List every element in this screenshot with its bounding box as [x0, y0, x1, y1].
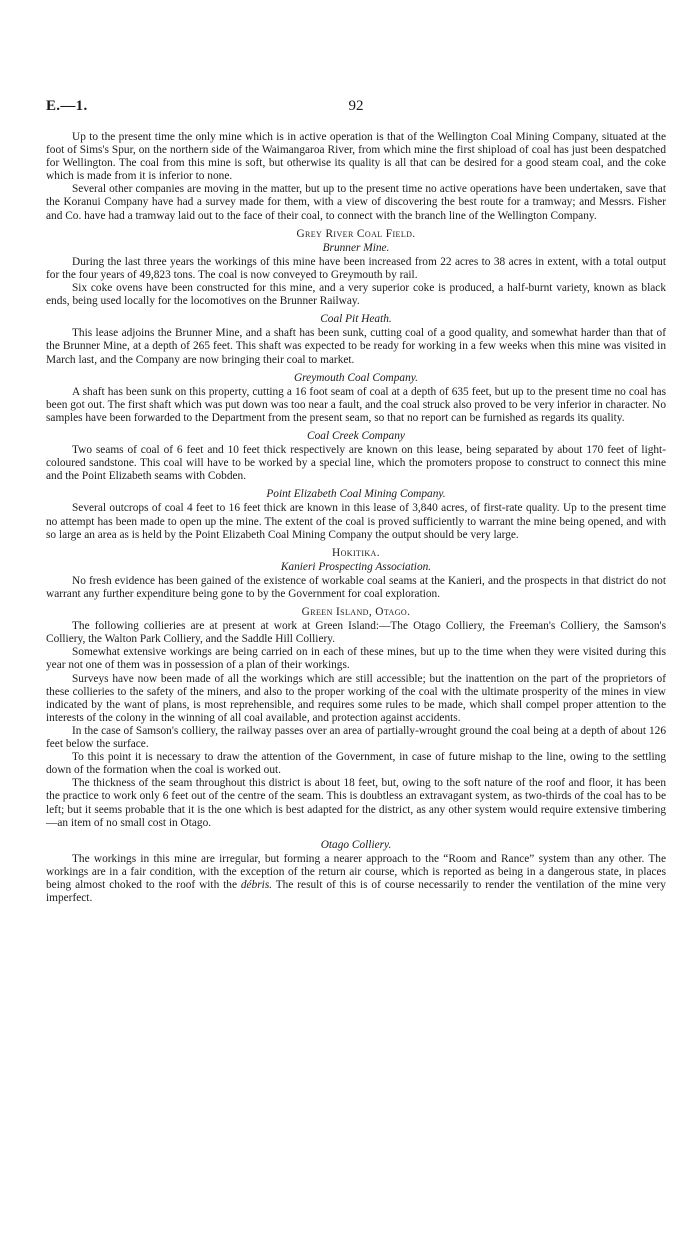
paragraph: Somewhat extensive workings are being carried on in each of these mines, but up to the time when they were visited during this year not one of them was in possession of a plan of their workings.	[46, 646, 666, 672]
page-number: 92	[348, 98, 364, 114]
paragraph: In the case of Samson's colliery, the railway passes over an area of partially-wrought ground the coal being at a depth of about 126 feet below the surface.	[46, 724, 666, 751]
paragraph: Up to the present time the only mine which is in active operation is that of the Wellington Coal Mining Company, situated at the foot of Sims's Spur, on the northern side of the Waimangaroa River, from which mine the first shipload of coal has just been despatched for Wellington. The coal from this mine is soft, but otherwise its quality is all that can be desired for a good steam coal, and the coke which is made from it is inferior to none.	[46, 131, 666, 183]
subsection-heading: Kanieri Prospecting Association.	[280, 560, 432, 573]
section-heading: Green Island, Otago.	[301, 606, 411, 619]
subsection-heading: Point Elizabeth Coal Mining Company.	[266, 488, 446, 501]
paragraph-text: The result of this is of course necessarily to render the ventilation of the mine very imperfect.	[46, 878, 666, 905]
document-body	[46, 131, 666, 905]
paragraph: Several other companies are moving in the matter, but up to the present time no active operations have been undertaken, save that the Koranui Company have had a survey made for them, with a view of discovering the best route for a tramway; and Messrs. Fisher and Co. have had a tramway laid out to the face of their coal, to connect with the branch line of the Wellington Company.	[46, 183, 666, 222]
paragraph: This lease adjoins the Brunner Mine, and a shaft has been sunk, cutting coal of a good quality, and somewhat harder than that of the Brunner Mine, at a depth of 265 feet. This shaft was expected to be ready for working in a few weeks when this mine was visited in March last, and the Company are now bringing their coal to market.	[46, 327, 666, 366]
subsection-heading: Coal Pit Heath.	[320, 313, 392, 326]
paragraph: A shaft has been sunk on this property, cutting a 16 foot seam of coal at a depth of 635 feet, but up to the present time no coal has been got out. The first shaft which was put down was too near a fault, and the coal struck also proved to be very inferior in character. No samples have been forwarded to the Department from the present seam, so that no report can be furnished as regards its quality.	[46, 385, 666, 424]
paragraph: Surveys have now been made of all the workings which are still accessible; but the inattention on the part of the proprietors of these collieries to the safety of the miners, and also to the proper working of the coal with the ultimate prosperity of the mines in view indicated by the want of plans, is most reprehensible, and requires some rules to be made, which shall compel proper attention to the interests of the colony in the winning of all coal available, and protection against accidents.	[46, 672, 666, 724]
paragraph: No fresh evidence has been gained of the existence of workable coal seams at the Kanieri, and the prospects in that district do not warrant any further expenditure being gone to by the Government for coal exploration.	[46, 574, 666, 600]
paragraph: Two seams of coal of 6 feet and 10 feet thick respectively are known on this lease, being separated by about 170 feet of light-coloured sandstone. This coal will have to be worked by a special line, which the promoters propose to construct to connect this mine and the Point Elizabeth seams with Cobden.	[46, 444, 666, 483]
subsection-heading: Otago Colliery.	[320, 838, 392, 851]
page-header	[46, 100, 666, 120]
paragraph-text: The workings in this mine are irregular, but forming a nearer approach to the “Room and Rance” system than any other. The workings are in a fair condition, with the exception of the return air course, which is reported as being in a dangerous state, in places being almost choked to the roof with the	[46, 852, 666, 891]
paragraph: Six coke ovens have been constructed for this mine, and a very superior coke is produced, a half-burnt variety, known as black ends, being used locally for the locomotives on the Brunner Railway.	[46, 282, 666, 308]
paragraph: The following collieries are at present at work at Green Island:—The Otago Colliery, the Freeman's Colliery, the Samson's Colliery, the Walton Park Colliery, and the Saddle Hill Colliery.	[46, 620, 666, 646]
italic-word: débris.	[240, 878, 273, 891]
section-heading: Hokitika.	[332, 546, 380, 559]
subsection-heading: Coal Creek Company	[307, 429, 405, 442]
paragraph: The thickness of the seam throughout this district is about 18 feet, but, owing to the soft nature of the roof and floor, it has been the practice to work only 6 feet out of the centre of the seam. This is doubtless an extravagant system, as two-thirds of the coal has to be left; but it seems probable that it is the one which is best adapted for the district, as any other system would require extensive timbering —an item of no small cost in Otago.	[46, 777, 666, 829]
subsection-heading: Greymouth Coal Company.	[293, 371, 419, 384]
paragraph: During the last three years the workings of this mine have been increased from 22 acres to 38 acres in extent, with a total output for the four years of 49,823 tons. The coal is now conveyed to Greymouth by rail.	[46, 255, 666, 281]
section-heading: Grey River Coal Field.	[296, 227, 416, 240]
report-reference: E.—1.	[46, 98, 88, 114]
paragraph: To this point it is necessary to draw the attention of the Government, in case of future mishap to the line, owing to the settling down of the formation when the coal is worked out.	[46, 751, 666, 777]
paragraph: Several outcrops of coal 4 feet to 16 feet thick are known in this lease of 3,840 acres, of first-rate quality. Up to the present time no attempt has been made to open up the mine. The extent of the coal is proved sufficiently to warrant the mine being opened, and with so large an area as is held by the Point Elizabeth Coal Mining Company the output should be very large.	[46, 502, 666, 541]
subsection-heading: Brunner Mine.	[322, 241, 390, 254]
paragraph	[46, 853, 666, 905]
